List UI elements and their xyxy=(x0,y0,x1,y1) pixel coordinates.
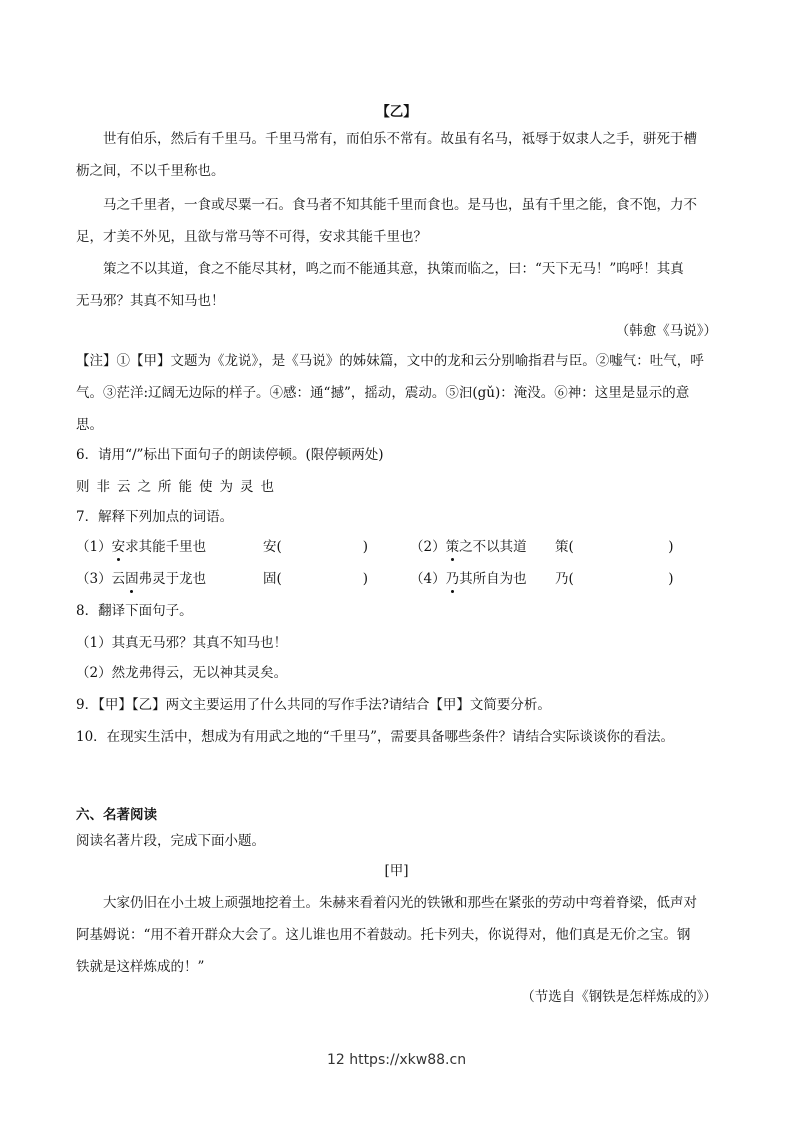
q7-item-1-label: （1） xyxy=(76,539,112,555)
q8-sentence-2: （2）然龙弗得云，无以神其灵矣。 xyxy=(76,665,288,681)
q7-item-4-answer: 乃( ) xyxy=(555,571,674,587)
section-6-jia-label: [甲] xyxy=(384,863,409,879)
q7-item-2 xyxy=(410,538,527,556)
yi-paragraph-1-line-1: 世有伯乐，然后有千里马。千里马常有，而伯乐不常有。故虽有名马，祗辱于奴隶人之手，骈死于槽 xyxy=(103,131,697,147)
q7-item-1-dotted-word: 安 xyxy=(111,539,126,555)
q7-item-2-label: （2） xyxy=(410,539,446,555)
q8-sentence-1: （1）其真无马邪？其真不知马也！ xyxy=(76,635,288,651)
yi-title: 【乙】 xyxy=(376,104,417,120)
q7-item-1-answer: 安( ) xyxy=(263,539,369,555)
yi-paragraph-2-line-1: 马之千里者，一食或尽粟一石。食马者不知其能千里而食也。是马也，虽有千里之能，食不饱，力不 xyxy=(103,197,697,213)
q7-item-3-answer: 固( ) xyxy=(263,571,369,587)
q7-item-1-text: 求其能千里也 xyxy=(125,539,207,555)
q7-item-1 xyxy=(76,538,206,556)
section-6-passage-line-1: 大家仍旧在小土坡上顽强地挖着土。朱赫来看着闪光的铁锹和那些在紧张的劳动中弯着脊梁，低声对 xyxy=(103,895,697,911)
question-6-sentence: 则非云之所能使为灵也 xyxy=(76,479,281,495)
section-6-heading: 六、名著阅读 xyxy=(76,807,157,823)
q7-item-2-dotted-word: 策 xyxy=(445,539,460,555)
q7-item-4-text: 其所自为也 xyxy=(459,571,527,587)
section-6-passage-line-2: 阿基姆说：“用不着开群众大会了。这儿谁也用不着鼓动。托卡列夫，你说得对，他们真是无价之宝。钢 xyxy=(76,927,691,943)
yi-paragraph-3-line-1: 策之不以其道，食之不能尽其材，鸣之而不能通其意，执策而临之，曰：“天下无马！”呜呼！其真 xyxy=(103,261,684,277)
question-10: 10．在现实生活中，想成为有用武之地的“千里马”，需要具备哪些条件？请结合实际谈谈你的看法。 xyxy=(76,729,674,745)
question-9: 9．【甲】【乙】两文主要运用了什么共同的写作手法?请结合【甲】文简要分析。 xyxy=(76,697,551,713)
q7-item-2-answer: 策( ) xyxy=(555,539,674,555)
section-6-intro: 阅读名著片段，完成下面小题。 xyxy=(76,833,265,849)
section-6-source: （节选自《钢铁是怎样炼成的》） xyxy=(521,989,717,1005)
question-8: 8．翻译下面句子。 xyxy=(76,603,193,619)
page-footer: 12 https://xkw88.cn xyxy=(326,1052,467,1068)
yi-paragraph-2-line-2: 足，才美不外见，且欲与常马等不可得，安求其能千里也？ xyxy=(76,229,427,245)
q7-item-4 xyxy=(410,570,527,588)
note-line-1: 【注】①【甲】文题为《龙说》，是《马说》的姊妹篇，文中的龙和云分别喻指君与臣。②嘘气：吐气，呼 xyxy=(76,353,704,369)
note-line-3: 思。 xyxy=(76,417,103,433)
section-6-passage-line-3: 铁就是这样炼成的！” xyxy=(76,959,205,975)
q7-item-4-dotted-word: 乃 xyxy=(445,571,460,587)
note-line-2: 气。③茫洋:辽阔无边际的样子。④感：通“撼”，摇动，震动。⑤汩(gǔ)：淹没。⑥神：这里是显示的意 xyxy=(76,385,690,401)
q7-item-3-text: 弗灵于龙也 xyxy=(138,571,207,587)
q7-item-2-text: 之不以其道 xyxy=(459,539,527,555)
question-7: 7．解释下列加点的词语。 xyxy=(76,509,234,525)
q7-item-3-label: （3）云 xyxy=(76,571,126,587)
q7-item-3 xyxy=(76,570,206,588)
q7-item-4-label: （4） xyxy=(410,571,446,587)
yi-source: （韩愈《马说》） xyxy=(615,323,717,339)
yi-paragraph-1-line-2: 枥之间，不以千里称也。 xyxy=(76,163,225,179)
q7-item-3-dotted-word: 固 xyxy=(125,571,139,587)
question-6: 6．请用“/”标出下面句子的朗读停顿。(限停顿两处) xyxy=(76,447,384,463)
yi-paragraph-3-line-2: 无马邪？其真不知马也！ xyxy=(76,293,225,309)
